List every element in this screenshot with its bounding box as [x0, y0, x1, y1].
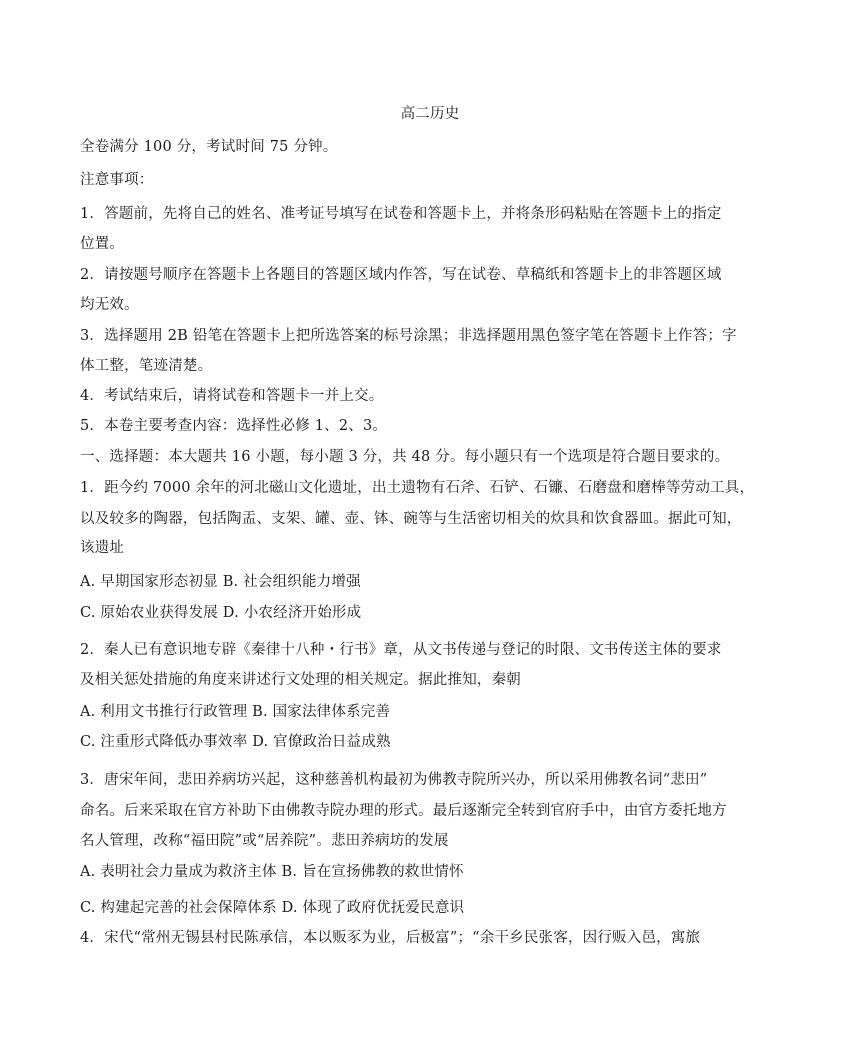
note-line: 2．请按题号顺序在答题卡上各题目的答题区域内作答，写在试卷、草稿纸和答题卡上的非答题区域	[80, 267, 722, 283]
question-1-options-cd: C. 原始农业获得发展 D. 小农经济开始形成	[80, 605, 362, 621]
question-3-stem: 3．唐宋年间，悲田养病坊兴起，这种慈善机构最初为佛教寺院所兴办，所以采用佛教名词“悲田”	[80, 772, 708, 788]
question-2-stem: 及相关惩处措施的角度来讲述行文处理的相关规定。据此推知，秦朝	[80, 672, 521, 688]
question-1-stem: 以及较多的陶器，包括陶盂、支架、罐、壶、钵、碗等与生活密切相关的炊具和饮食器皿。据此可知，	[80, 511, 742, 527]
note-line: 1．答题前，先将自己的姓名、准考证号填写在试卷和答题卡上，并将条形码粘贴在答题卡上的指定	[80, 206, 722, 222]
note-line: 5．本卷主要考查内容：选择性必修 1、2、3。	[80, 418, 388, 434]
question-1-options-ab: A. 早期国家形态初显 B. 社会组织能力增强	[80, 574, 361, 590]
question-3-options-ab: A. 表明社会力量成为救济主体 B. 旨在宣扬佛教的救世情怀	[80, 864, 464, 880]
exam-title: 高二历史	[400, 106, 460, 122]
question-3-options-cd: C. 构建起完善的社会保障体系 D. 体现了政府优抚爱民意识	[80, 900, 465, 916]
question-2-stem: 2．秦人已有意识地专辟《秦律十八种・行书》章，从文书传递与登记的时限、文书传送主体的要求	[80, 642, 722, 658]
question-2-options-ab: A. 利用文书推行行政管理 B. 国家法律体系完善	[80, 704, 391, 720]
note-line: 位置。	[80, 236, 125, 252]
section-heading: 一、选择题：本大题共 16 小题，每小题 3 分，共 48 分。每小题只有一个选项是符合题目要求的。	[80, 449, 730, 465]
note-line: 均无效。	[80, 297, 139, 313]
question-4-stem: 4．宋代“常州无锡县村民陈承信，本以贩豕为业，后极富”；“余干乡民张客，因行贩入邑，寓旅	[80, 930, 701, 946]
question-3-stem: 名人管理，改称“福田院”或“居养院”。悲田养病坊的发展	[80, 833, 449, 849]
score-time-info: 全卷满分 100 分，考试时间 75 分钟。	[80, 139, 338, 155]
question-1-stem: 1．距今约 7000 余年的河北磁山文化遗址，出土遗物有石斧、石铲、石镰、石磨盘和磨棒等劳动工具，	[80, 480, 755, 496]
note-line: 体工整，笔迹清楚。	[80, 358, 213, 374]
note-line: 3．选择题用 2B 铅笔在答题卡上把所选答案的标号涂黑；非选择题用黑色签字笔在答题卡上作答；字	[80, 328, 737, 344]
question-2-options-cd: C. 注重形式降低办事效率 D. 官僚政治日益成熟	[80, 734, 391, 750]
notice-heading: 注意事项：	[80, 172, 154, 188]
note-line: 4．考试结束后，请将试卷和答题卡一并上交。	[80, 388, 384, 404]
question-3-stem: 命名。后来采取在官方补助下由佛教寺院办理的形式。最后逐渐完全转到官府手中，由官方委托地方	[80, 803, 727, 819]
question-1-stem: 该遗址	[80, 540, 125, 556]
